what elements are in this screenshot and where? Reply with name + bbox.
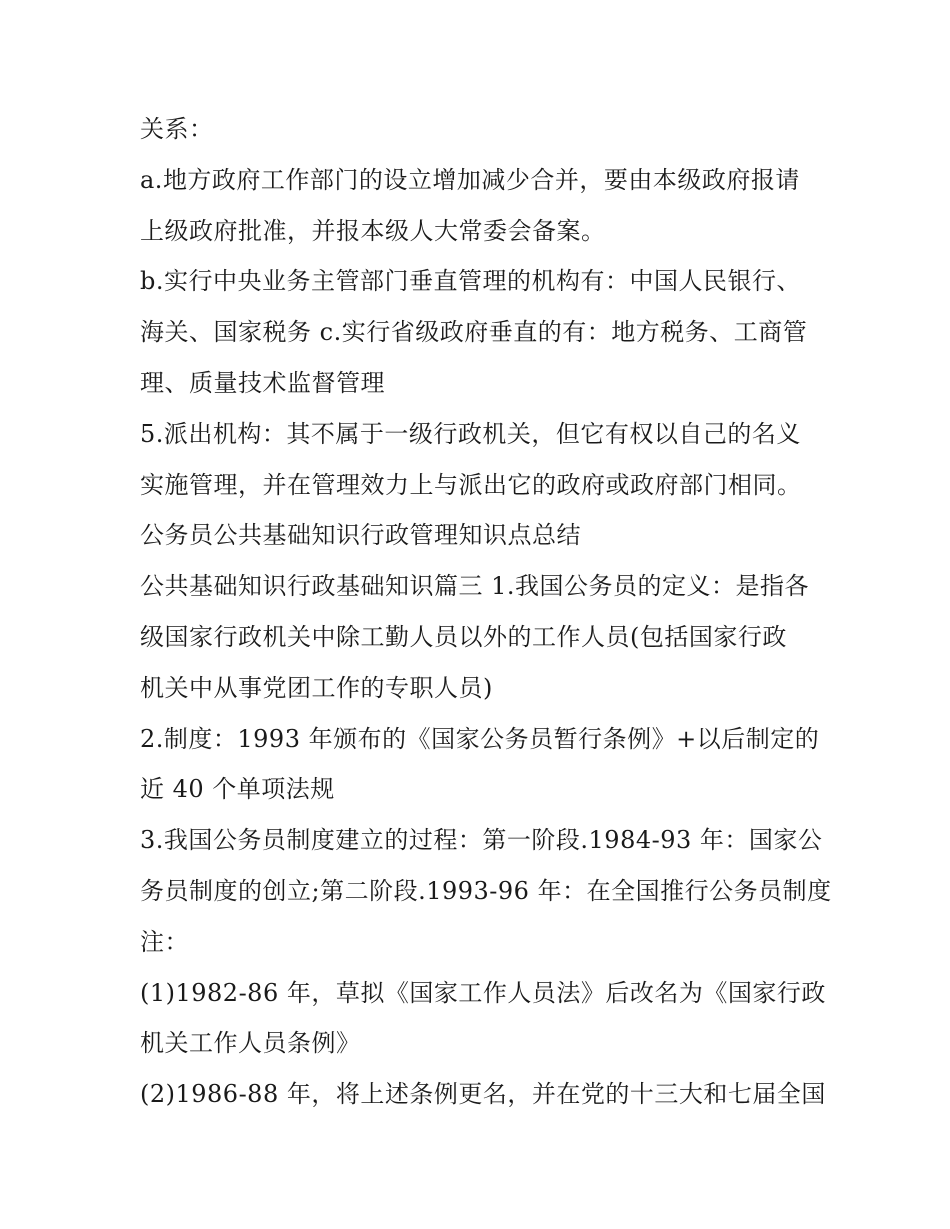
text-line: (2)1986-88 年，将上述条例更名，并在党的十三大和七届全国 — [140, 1080, 826, 1109]
section-heading: 公务员公共基础知识行政管理知识点总结 — [140, 521, 581, 550]
text-line: (1)1982-86 年，草拟《国家工作人员法》后改名为《国家行政 — [140, 978, 826, 1007]
text-line: 5.派出机构：其不属于一级行政机关，但它有权以自己的名义 — [140, 419, 801, 448]
text-line: 公共基础知识行政基础知识篇三 1.我国公务员的定义：是指各 — [140, 572, 810, 601]
text-line: 务员制度的创立;第二阶段.1993-96 年：在全国推行公务员制度 — [140, 876, 832, 905]
text-line: 理、质量技术监督管理 — [140, 368, 385, 397]
text-line: 近 40 个单项法规 — [140, 775, 335, 804]
text-line: 海关、国家税务 c.实行省级政府垂直的有：地方税务、工商管 — [140, 318, 808, 347]
text-line: a.地方政府工作部门的设立增加减少合并，要由本级政府报请 — [140, 165, 800, 194]
text-line: 级国家行政机关中除工勤人员以外的工作人员(包括国家行政 — [140, 622, 787, 651]
document-body — [140, 104, 832, 1120]
text-line: 注： — [140, 927, 189, 956]
text-line: b.实行中央业务主管部门垂直管理的机构有：中国人民银行、 — [140, 267, 801, 296]
text-line: 关系： — [140, 115, 214, 143]
text-line: 机关工作人员条例》 — [140, 1029, 361, 1058]
text-line: 上级政府批准，并报本级人大常委会备案。 — [140, 216, 606, 245]
text-line: 机关中从事党团工作的专职人员) — [140, 673, 493, 702]
text-line: 实施管理，并在管理效力上与派出它的政府或政府部门相同。 — [140, 470, 802, 499]
text-line: 3.我国公务员制度建立的过程：第一阶段.1984-93 年：国家公 — [140, 826, 823, 855]
text-line: 2.制度：1993 年颁布的《国家公务员暂行条例》+以后制定的 — [140, 724, 820, 753]
